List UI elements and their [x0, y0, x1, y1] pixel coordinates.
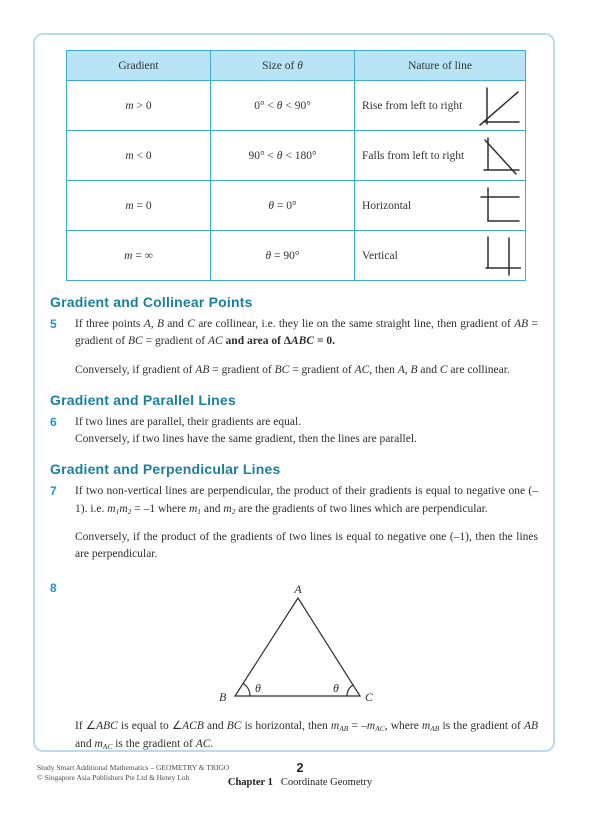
table-row [67, 181, 526, 231]
header-nature-of-line: Nature of line [355, 51, 526, 81]
footer-copyright: © Singapore Asia Publishers Pte Ltd & Henry Loh [37, 773, 190, 783]
paragraph: Conversely, if gradient of AB = gradient of BC = gradient of AC, then A, B and C are collinear. [75, 363, 510, 376]
cell-size: 0° < θ < 90° [211, 81, 355, 131]
falling-line-icon [477, 135, 521, 177]
nature-label: Falls from left to right [362, 149, 465, 162]
cell-nature [355, 181, 526, 231]
table-row [67, 231, 526, 281]
page-content-frame [33, 33, 555, 752]
section-heading-perpendicular: Gradient and Perpendicular Lines [50, 461, 281, 478]
cell-gradient: m = ∞ [67, 231, 211, 281]
vertex-label-a: A [294, 582, 302, 597]
table-row [67, 131, 526, 181]
chapter-title: Coordinate Geometry [280, 777, 373, 788]
paragraph: If two lines are parallel, their gradients are equal. [75, 415, 302, 428]
list-item-5 [50, 316, 540, 379]
paragraph: If ∠ABC is equal to ∠ACB and BC is horizontal, then mAB = –mAC, where mAB is the gradient of AB and mAC is the gradient of AC. [75, 720, 539, 751]
list-item-7 [50, 483, 540, 563]
cell-nature [355, 81, 526, 131]
cell-size: 90° < θ < 180° [211, 131, 355, 181]
chapter-line [0, 777, 600, 788]
item-text [75, 316, 540, 379]
item-number: 7 [50, 484, 57, 499]
table-row [67, 81, 526, 131]
item-text [75, 414, 540, 449]
item-text [75, 483, 540, 563]
angle-theta-c: θ [333, 681, 339, 696]
section-heading-collinear: Gradient and Collinear Points [50, 294, 253, 310]
nature-label: Vertical [362, 249, 398, 262]
item-number: 8 [50, 581, 57, 596]
paragraph: If two non-vertical lines are perpendicular, the product of their gradients is equal to negative one (–1). i.e. m1m2 = –1 where m1 and m2 are the gradients of two lines which are perpendicular. [75, 485, 538, 516]
cell-nature [355, 131, 526, 181]
chapter-label: Chapter 1 [227, 777, 273, 788]
vertex-label-c: C [365, 690, 374, 705]
item-number: 5 [50, 317, 57, 331]
cell-size: θ = 90° [211, 231, 355, 281]
table-header-row [67, 51, 526, 81]
list-item-6 [50, 414, 540, 449]
cell-gradient: m > 0 [67, 81, 211, 131]
cell-gradient: m = 0 [67, 181, 211, 231]
nature-label: Rise from left to right [362, 99, 463, 112]
paragraph: Conversely, if two lines have the same gradient, then the lines are parallel. [75, 433, 417, 445]
paragraph: Conversely, if the product of the gradients of two lines is equal to negative one (–1), then the lines are perpendicular. [75, 530, 538, 560]
section-heading-parallel: Gradient and Parallel Lines [50, 391, 236, 408]
horizontal-line-icon [477, 185, 521, 227]
isosceles-triangle-diagram [205, 582, 538, 710]
footer-center [0, 761, 600, 788]
cell-gradient: m < 0 [67, 131, 211, 181]
gradient-table [66, 50, 526, 281]
rising-line-icon [477, 85, 521, 127]
vertex-label-b: B [219, 690, 227, 705]
item-number: 6 [50, 414, 57, 429]
cell-nature [355, 231, 526, 281]
page-number: 2 [296, 761, 304, 775]
item-text [75, 580, 540, 753]
paragraph: If three points A, B and C are collinear, i.e. they lie on the same straight line, then gradient of AB = gradient of BC = gradient of AC and area of ΔABC = 0. [75, 318, 539, 348]
nature-label: Horizontal [362, 199, 412, 212]
angle-theta-b: θ [255, 681, 261, 696]
footer-series-title: Study Smart Additional Mathematics – GEOMETRY & TRIGO [37, 763, 230, 772]
header-size-of-theta: Size of θ [211, 51, 355, 81]
list-item-8 [50, 580, 540, 753]
cell-size: θ = 0° [211, 181, 355, 231]
header-gradient: Gradient [67, 51, 211, 81]
vertical-line-icon [477, 235, 521, 277]
